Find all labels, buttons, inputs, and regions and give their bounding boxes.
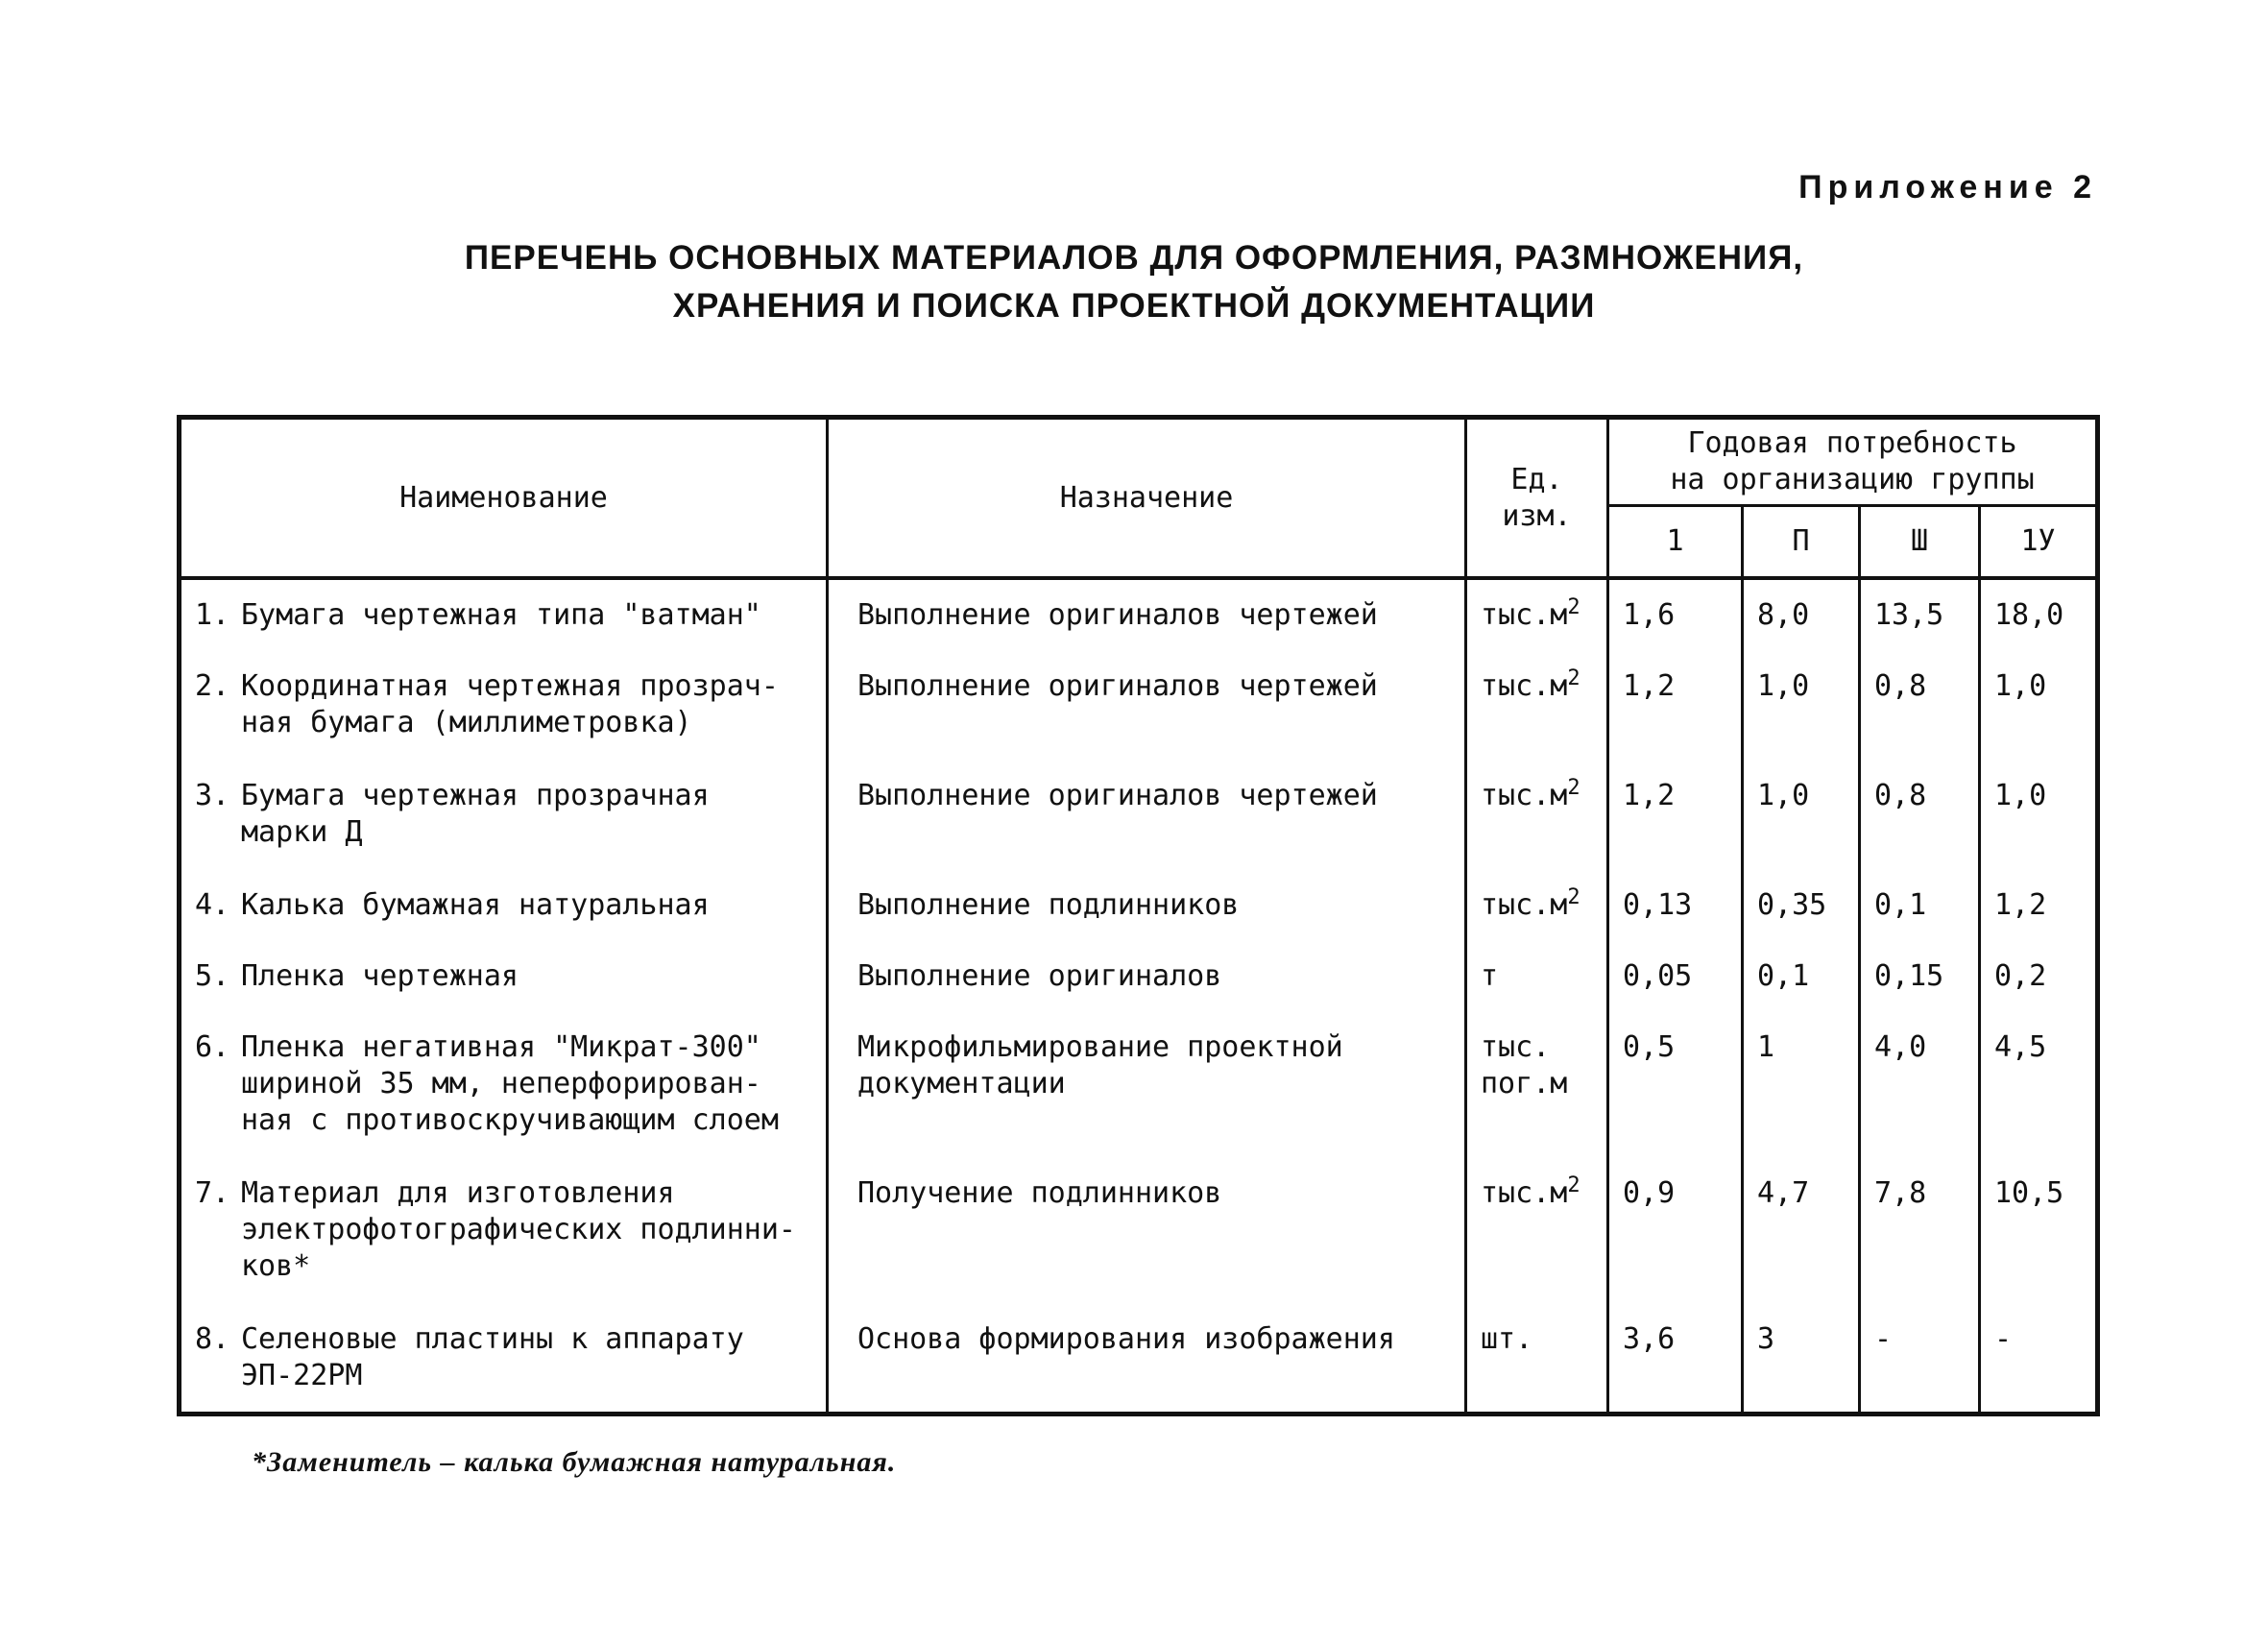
demand-group-4: 0,2 (1980, 941, 2098, 1012)
material-purpose (828, 651, 1466, 761)
demand-group-2: 0,35 (1743, 870, 1860, 941)
purpose-line-1: Выполнение оригиналов чертежей (857, 779, 1378, 812)
material-name-line-3: ная с противоскручивающим слоем (241, 1103, 779, 1137)
row-number: 3. (195, 779, 230, 812)
material-name (180, 1158, 828, 1304)
material-name-line-1: Координатная чертежная прозрач- (241, 669, 779, 703)
title-line-1: ПЕРЕЧЕНЬ ОСНОВНЫХ МАТЕРИАЛОВ ДЛЯ ОФОРМЛЕНИЯ, РАЗМНОЖЕНИЯ, (464, 239, 1804, 277)
demand-group-2: 4,7 (1743, 1158, 1860, 1304)
material-purpose (828, 1158, 1466, 1304)
footnote: *Заменитель – калька бумажная натуральная. (252, 1446, 897, 1478)
header-group-2: П (1743, 506, 1860, 579)
table-row (180, 761, 2098, 870)
demand-group-4: 10,5 (1980, 1158, 2098, 1304)
header-annual-line-2: на организацию группы (1670, 463, 2035, 496)
demand-group-1: 1,6 (1608, 578, 1743, 651)
demand-group-2: 1 (1743, 1012, 1860, 1158)
table-row (180, 941, 2098, 1012)
demand-group-3: 13,5 (1860, 578, 1980, 651)
demand-group-3: 0,8 (1860, 651, 1980, 761)
material-name-line-3: ков* (241, 1249, 311, 1283)
demand-group-3: 7,8 (1860, 1158, 1980, 1304)
purpose-line-1: Получение подлинников (857, 1176, 1222, 1210)
materials-table (177, 415, 2100, 1416)
material-purpose (828, 578, 1466, 651)
material-name (180, 1012, 828, 1158)
material-name (180, 870, 828, 941)
demand-group-2: 8,0 (1743, 578, 1860, 651)
unit-superscript: 2 (1567, 595, 1580, 619)
header-purpose: Назначение (828, 418, 1466, 579)
demand-group-3: - (1860, 1304, 1980, 1414)
material-name (180, 761, 828, 870)
unit-text: тыс.м (1481, 888, 1568, 922)
demand-group-2: 3 (1743, 1304, 1860, 1414)
material-purpose (828, 1304, 1466, 1414)
purpose-line-2: документации (857, 1067, 1066, 1100)
demand-group-1: 1,2 (1608, 761, 1743, 870)
purpose-line-1: Выполнение подлинников (857, 888, 1240, 922)
row-number: 7. (195, 1176, 230, 1210)
material-name-line-2: шириной 35 мм, неперфорирован- (241, 1067, 761, 1100)
row-number: 1. (195, 598, 230, 632)
header-annual-line-1: Годовая потребность (1687, 426, 2017, 460)
purpose-line-1: Выполнение оригиналов (857, 959, 1222, 993)
header-name: Наименование (180, 418, 828, 579)
header-annual-demand (1608, 418, 2098, 506)
demand-group-2: 1,0 (1743, 651, 1860, 761)
demand-group-2: 1,0 (1743, 761, 1860, 870)
header-unit-line-1: Ед. (1510, 462, 1563, 496)
unit-of-measure (1466, 1304, 1608, 1414)
unit-superscript: 2 (1567, 776, 1580, 800)
material-purpose (828, 1012, 1466, 1158)
material-name (180, 578, 828, 651)
demand-group-4: 1,2 (1980, 870, 2098, 941)
purpose-line-1: Выполнение оригиналов чертежей (857, 598, 1378, 632)
unit-text: тыс.м (1481, 669, 1568, 703)
demand-group-3: 0,1 (1860, 870, 1980, 941)
row-number: 4. (195, 888, 230, 922)
material-name-line-1: Селеновые пластины к аппарату (241, 1322, 744, 1356)
material-name-line-2: ная бумага (миллиметровка) (241, 706, 692, 739)
material-name-line-2: электрофотографических подлинни- (241, 1213, 796, 1246)
unit-superscript: 2 (1567, 885, 1580, 909)
material-name (180, 651, 828, 761)
material-name-line-1: Пленка чертежная (241, 959, 519, 993)
table-row (180, 870, 2098, 941)
unit-text: тыс.м (1481, 598, 1568, 632)
unit-superscript: 2 (1567, 1173, 1580, 1197)
unit-of-measure (1466, 941, 1608, 1012)
material-name-line-2: марки Д (241, 815, 363, 849)
unit-text: тыс.м (1481, 779, 1568, 812)
unit-text: тыс. (1481, 1030, 1551, 1064)
material-name-line-1: Калька бумажная натуральная (241, 888, 710, 922)
unit-text: шт. (1481, 1322, 1533, 1356)
material-purpose (828, 761, 1466, 870)
material-name-line-1: Бумага чертежная прозрачная (241, 779, 710, 812)
table-row (180, 1158, 2098, 1304)
demand-group-1: 0,13 (1608, 870, 1743, 941)
demand-group-3: 4,0 (1860, 1012, 1980, 1158)
unit-line-2: пог.м (1481, 1067, 1568, 1100)
demand-group-1: 0,9 (1608, 1158, 1743, 1304)
row-number: 5. (195, 959, 230, 993)
header-group-3: Ш (1860, 506, 1980, 579)
demand-group-1: 0,05 (1608, 941, 1743, 1012)
material-name-line-1: Пленка негативная "Микрат-300" (241, 1030, 761, 1064)
unit-of-measure (1466, 761, 1608, 870)
unit-of-measure (1466, 1158, 1608, 1304)
demand-group-3: 0,15 (1860, 941, 1980, 1012)
unit-text: тыс.м (1481, 1176, 1568, 1210)
demand-group-1: 3,6 (1608, 1304, 1743, 1414)
header-unit (1466, 418, 1608, 579)
purpose-line-1: Выполнение оригиналов чертежей (857, 669, 1378, 703)
demand-group-4: 18,0 (1980, 578, 2098, 651)
row-number: 2. (195, 669, 230, 703)
header-group-4: 1У (1980, 506, 2098, 579)
purpose-line-1: Микрофильмирование проектной (857, 1030, 1343, 1064)
demand-group-4: 1,0 (1980, 761, 2098, 870)
title-line-2: ХРАНЕНИЯ И ПОИСКА ПРОЕКТНОЙ ДОКУМЕНТАЦИИ (672, 287, 1596, 325)
table-row (180, 1012, 2098, 1158)
unit-of-measure (1466, 578, 1608, 651)
demand-group-2: 0,1 (1743, 941, 1860, 1012)
row-number: 6. (195, 1030, 230, 1064)
unit-text: т (1481, 959, 1499, 993)
demand-group-4: - (1980, 1304, 2098, 1414)
table-row (180, 1304, 2098, 1414)
material-purpose (828, 941, 1466, 1012)
demand-group-3: 0,8 (1860, 761, 1980, 870)
table-row (180, 651, 2098, 761)
demand-group-4: 4,5 (1980, 1012, 2098, 1158)
material-name (180, 1304, 828, 1414)
demand-group-1: 1,2 (1608, 651, 1743, 761)
unit-of-measure (1466, 651, 1608, 761)
material-name (180, 941, 828, 1012)
page-title (0, 234, 2268, 330)
row-number: 8. (195, 1322, 230, 1356)
unit-superscript: 2 (1567, 666, 1580, 690)
demand-group-1: 0,5 (1608, 1012, 1743, 1158)
material-name-line-1: Бумага чертежная типа "ватман" (241, 598, 761, 632)
demand-group-4: 1,0 (1980, 651, 2098, 761)
material-name-line-2: ЭП-22РМ (241, 1359, 363, 1392)
header-unit-line-2: изм. (1502, 498, 1572, 533)
material-name-line-1: Материал для изготовления (241, 1176, 675, 1210)
header-group-1: 1 (1608, 506, 1743, 579)
purpose-line-1: Основа формирования изображения (857, 1322, 1395, 1356)
appendix-label: Приложение 2 (1798, 169, 2097, 206)
table-row (180, 578, 2098, 651)
material-purpose (828, 870, 1466, 941)
unit-of-measure (1466, 870, 1608, 941)
unit-of-measure (1466, 1012, 1608, 1158)
